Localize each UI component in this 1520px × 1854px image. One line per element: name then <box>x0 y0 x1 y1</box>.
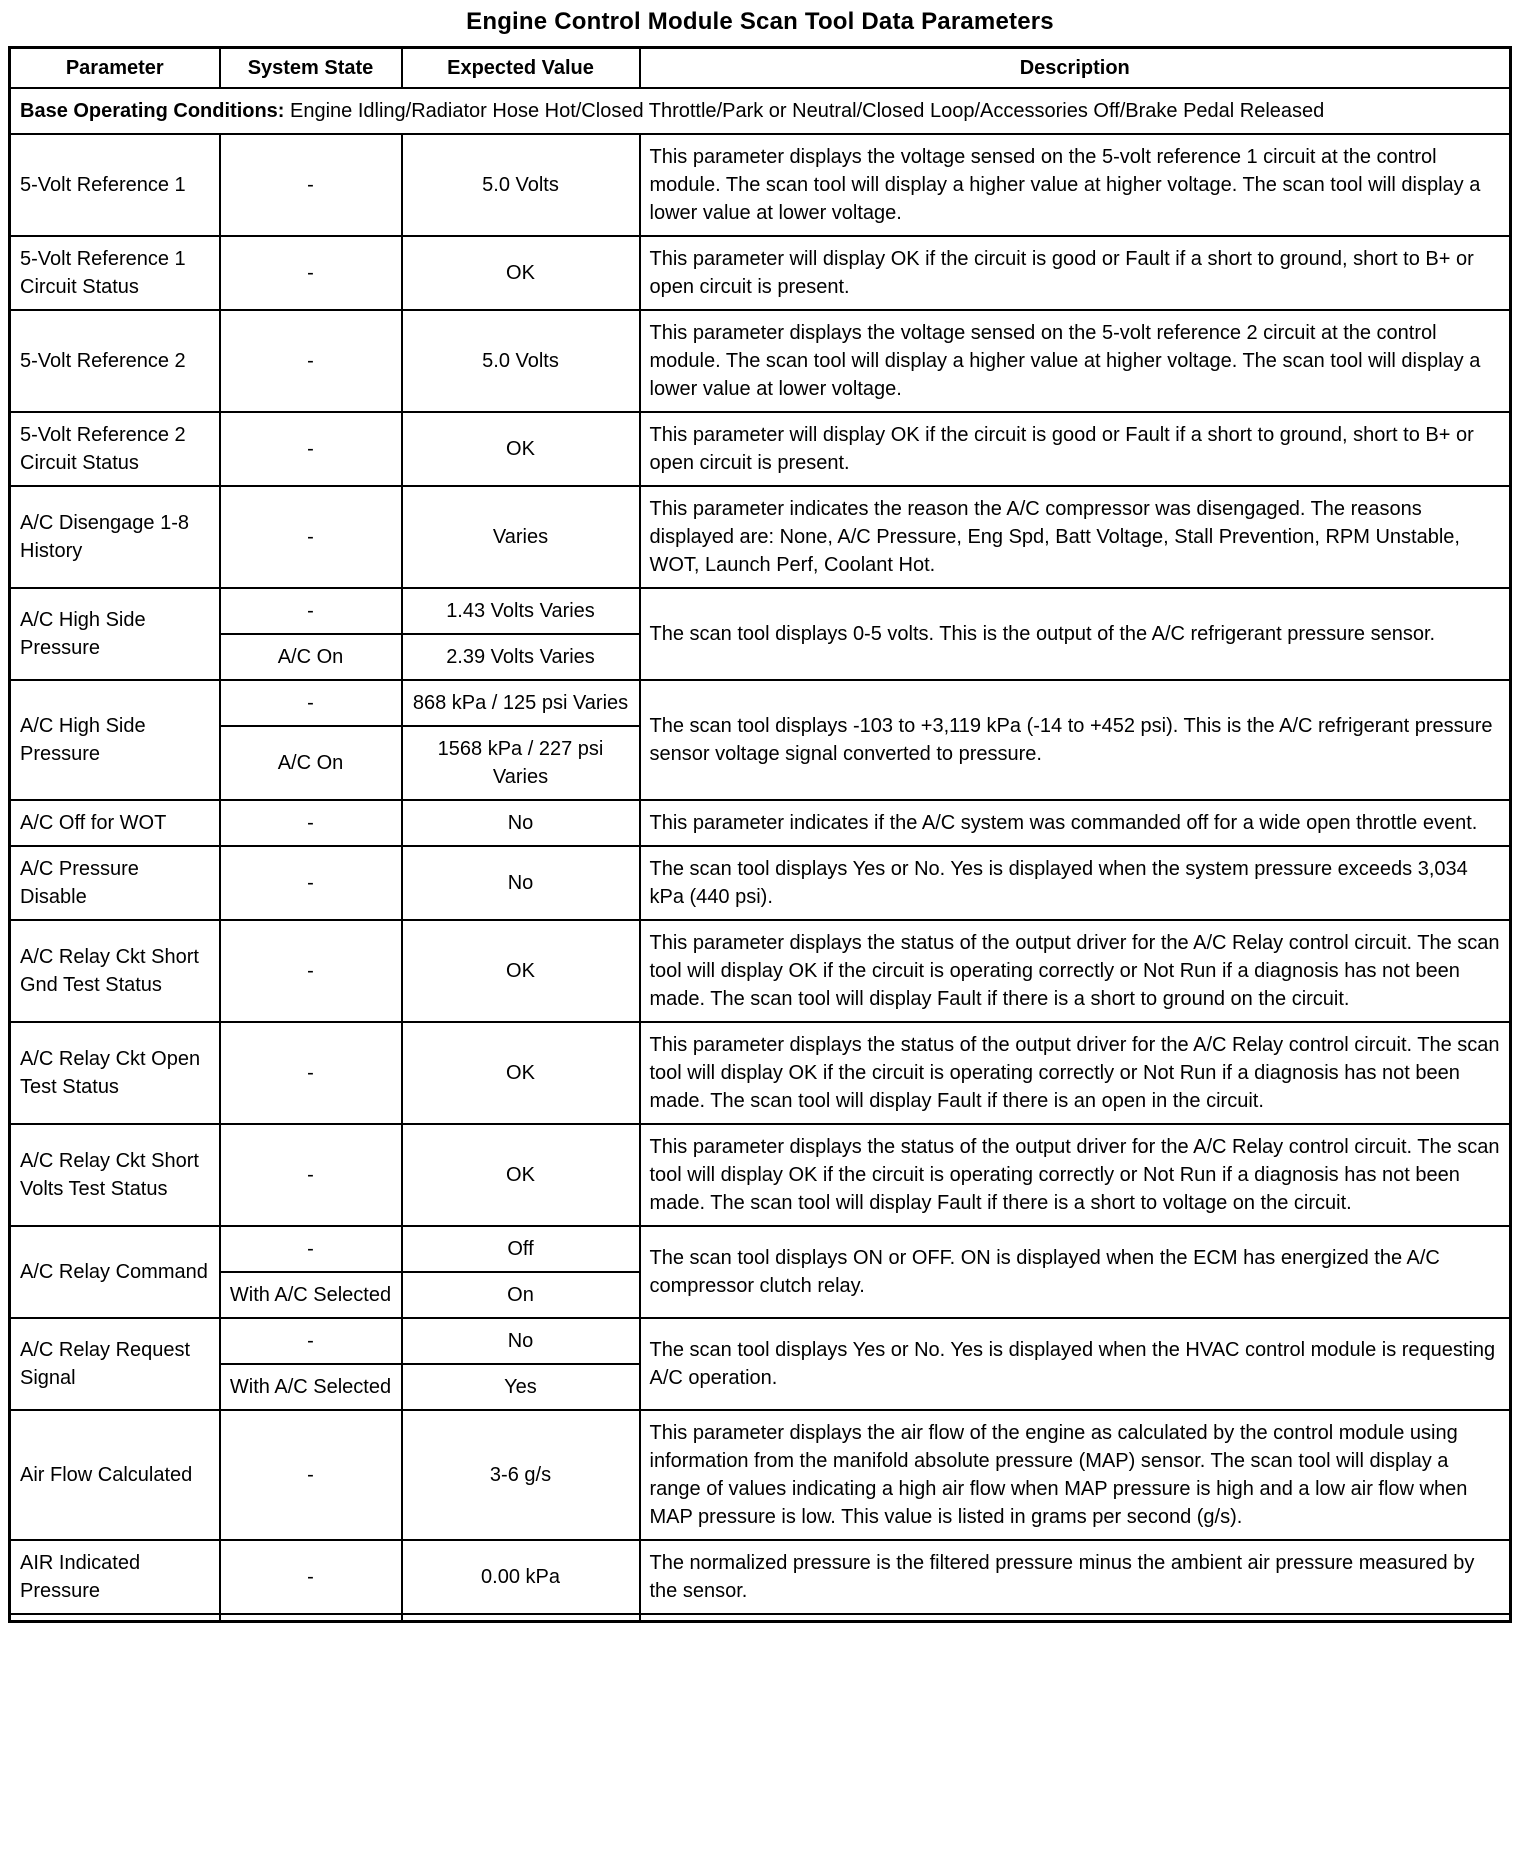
table-row <box>10 588 1511 634</box>
description-cell: This parameter indicates the reason the A/C compressor was disengaged. The reasons displayed are: None, A/C Pressure, Eng Spd, Batt Voltage, Stall Prevention, RPM Unstable, WOT, Launch Perf, Coolant Hot. <box>640 486 1511 588</box>
expected-value-cell: OK <box>402 1124 640 1226</box>
parameter-cell: A/C Relay Command <box>10 1226 220 1318</box>
table-row <box>10 310 1511 412</box>
expected-value-cell: On <box>402 1272 640 1318</box>
system-state-cell: - <box>220 680 402 726</box>
system-state-cell: - <box>220 1124 402 1226</box>
parameters-table <box>8 46 1512 1623</box>
expected-value-cell: Yes <box>402 1364 640 1410</box>
table-row <box>10 412 1511 486</box>
expected-value-cell: No <box>402 846 640 920</box>
parameter-cell: A/C Disengage 1-8 History <box>10 486 220 588</box>
description-cell: This parameter displays the voltage sensed on the 5-volt reference 2 circuit at the control module. The scan tool will display a higher value at higher voltage. The scan tool will display a lower value at lower voltage. <box>640 310 1511 412</box>
table-row <box>10 846 1511 920</box>
expected-value-cell: 2.39 Volts Varies <box>402 634 640 680</box>
base-conditions-cell <box>10 88 1511 134</box>
page-title: Engine Control Module Scan Tool Data Parameters <box>466 8 1054 35</box>
description-cell: The scan tool displays ON or OFF. ON is displayed when the ECM has energized the A/C compressor clutch relay. <box>640 1226 1511 1318</box>
expected-value-cell: No <box>402 1318 640 1364</box>
description-cell: This parameter displays the voltage sensed on the 5-volt reference 1 circuit at the control module. The scan tool will display a higher value at higher voltage. The scan tool will display a lower value at lower voltage. <box>640 134 1511 236</box>
parameter-cell: A/C Relay Request Signal <box>10 1318 220 1410</box>
expected-value-cell: OK <box>402 1022 640 1124</box>
system-state-cell: - <box>220 236 402 310</box>
description-cell: The normalized pressure is the filtered pressure minus the ambient air pressure measured by the sensor. <box>640 1540 1511 1614</box>
parameter-cell: Air Flow Calculated <box>10 1410 220 1540</box>
description-cell: This parameter displays the air flow of the engine as calculated by the control module using information from the manifold absolute pressure (MAP) sensor. The scan tool will display a range of values indicating a high air flow when MAP pressure is high and a low air flow when MAP pressure is low. This value is listed in grams per second (g/s). <box>640 1410 1511 1540</box>
system-state-cell: - <box>220 1410 402 1540</box>
description-cell: This parameter will display OK if the circuit is good or Fault if a short to ground, short to B+ or open circuit is present. <box>640 236 1511 310</box>
base-conditions-text: Engine Idling/Radiator Hose Hot/Closed Throttle/Park or Neutral/Closed Loop/Accessories Off/Brake Pedal Released <box>284 100 1325 122</box>
table-row <box>10 1540 1511 1614</box>
cutoff-row <box>10 1614 1511 1622</box>
table-row <box>10 1022 1511 1124</box>
table-row <box>10 1124 1511 1226</box>
system-state-cell: A/C On <box>220 726 402 800</box>
table-row <box>10 486 1511 588</box>
expected-value-cell: OK <box>402 920 640 1022</box>
table-body <box>10 88 1511 1622</box>
parameter-cell: A/C Relay Ckt Short Gnd Test Status <box>10 920 220 1022</box>
parameter-cell: A/C Off for WOT <box>10 800 220 846</box>
table-row <box>10 920 1511 1022</box>
col-header-description: Description <box>640 48 1511 89</box>
description-cell: The scan tool displays Yes or No. Yes is displayed when the HVAC control module is requesting A/C operation. <box>640 1318 1511 1410</box>
table-row <box>10 1318 1511 1364</box>
expected-value-cell: 5.0 Volts <box>402 134 640 236</box>
system-state-cell: - <box>220 1022 402 1124</box>
system-state-cell: - <box>220 134 402 236</box>
base-conditions-label: Base Operating Conditions: <box>20 100 285 122</box>
system-state-cell: A/C On <box>220 634 402 680</box>
system-state-cell: - <box>220 310 402 412</box>
system-state-cell: - <box>220 920 402 1022</box>
expected-value-cell: No <box>402 800 640 846</box>
parameter-cell: 5-Volt Reference 1 <box>10 134 220 236</box>
col-header-parameter: Parameter <box>10 48 220 89</box>
system-state-cell: - <box>220 1540 402 1614</box>
parameter-cell: 5-Volt Reference 2 <box>10 310 220 412</box>
table-row <box>10 680 1511 726</box>
system-state-cell: - <box>220 1226 402 1272</box>
expected-value-cell: OK <box>402 412 640 486</box>
table-row <box>10 236 1511 310</box>
expected-value-cell: 1.43 Volts Varies <box>402 588 640 634</box>
table-row <box>10 1226 1511 1272</box>
parameter-cell: A/C High Side Pressure <box>10 588 220 680</box>
header-row <box>10 48 1511 89</box>
table-row <box>10 134 1511 236</box>
system-state-cell: - <box>220 486 402 588</box>
expected-value-cell: 5.0 Volts <box>402 310 640 412</box>
description-cell: This parameter displays the status of the output driver for the A/C Relay control circuit. The scan tool will display OK if the circuit is operating correctly or Not Run if a diagnosis has not been made. The scan tool will display Fault if there is a short to ground on the circuit. <box>640 920 1511 1022</box>
expected-value-cell: Off <box>402 1226 640 1272</box>
parameter-cell: A/C Relay Ckt Open Test Status <box>10 1022 220 1124</box>
system-state-cell: - <box>220 588 402 634</box>
expected-value-cell: 1568 kPa / 227 psi Varies <box>402 726 640 800</box>
parameter-cell: A/C Pressure Disable <box>10 846 220 920</box>
description-cell: The scan tool displays 0-5 volts. This is the output of the A/C refrigerant pressure sensor. <box>640 588 1511 680</box>
parameter-cell: A/C Relay Ckt Short Volts Test Status <box>10 1124 220 1226</box>
description-cell: This parameter indicates if the A/C system was commanded off for a wide open throttle event. <box>640 800 1511 846</box>
expected-value-cell: 3-6 g/s <box>402 1410 640 1540</box>
description-cell: The scan tool displays Yes or No. Yes is displayed when the system pressure exceeds 3,034 kPa (440 psi). <box>640 846 1511 920</box>
description-cell: This parameter will display OK if the circuit is good or Fault if a short to ground, short to B+ or open circuit is present. <box>640 412 1511 486</box>
col-header-system-state: System State <box>220 48 402 89</box>
expected-value-cell: OK <box>402 236 640 310</box>
system-state-cell: - <box>220 800 402 846</box>
cutoff-cell <box>640 1614 1511 1622</box>
system-state-cell: - <box>220 412 402 486</box>
base-conditions-row <box>10 88 1511 134</box>
parameter-cell: AIR Indicated Pressure <box>10 1540 220 1614</box>
cutoff-cell <box>402 1614 640 1622</box>
expected-value-cell: Varies <box>402 486 640 588</box>
description-cell: This parameter displays the status of the output driver for the A/C Relay control circuit. The scan tool will display OK if the circuit is operating correctly or Not Run if a diagnosis has not been made. The scan tool will display Fault if there is an open in the circuit. <box>640 1022 1511 1124</box>
expected-value-cell: 0.00 kPa <box>402 1540 640 1614</box>
parameter-cell: 5-Volt Reference 1 Circuit Status <box>10 236 220 310</box>
system-state-cell: - <box>220 1318 402 1364</box>
cutoff-cell <box>10 1614 220 1622</box>
system-state-cell: With A/C Selected <box>220 1272 402 1318</box>
expected-value-cell: 868 kPa / 125 psi Varies <box>402 680 640 726</box>
col-header-expected-value: Expected Value <box>402 48 640 89</box>
description-cell: The scan tool displays -103 to +3,119 kPa (-14 to +452 psi). This is the A/C refrigerant pressure sensor voltage signal converted to pressure. <box>640 680 1511 800</box>
table-row <box>10 800 1511 846</box>
system-state-cell: With A/C Selected <box>220 1364 402 1410</box>
parameter-cell: 5-Volt Reference 2 Circuit Status <box>10 412 220 486</box>
parameter-cell: A/C High Side Pressure <box>10 680 220 800</box>
system-state-cell: - <box>220 846 402 920</box>
cutoff-cell <box>220 1614 402 1622</box>
description-cell: This parameter displays the status of the output driver for the A/C Relay control circuit. The scan tool will display OK if the circuit is operating correctly or Not Run if a diagnosis has not been made. The scan tool will display Fault if there is a short to voltage on the circuit. <box>640 1124 1511 1226</box>
table-row <box>10 1410 1511 1540</box>
